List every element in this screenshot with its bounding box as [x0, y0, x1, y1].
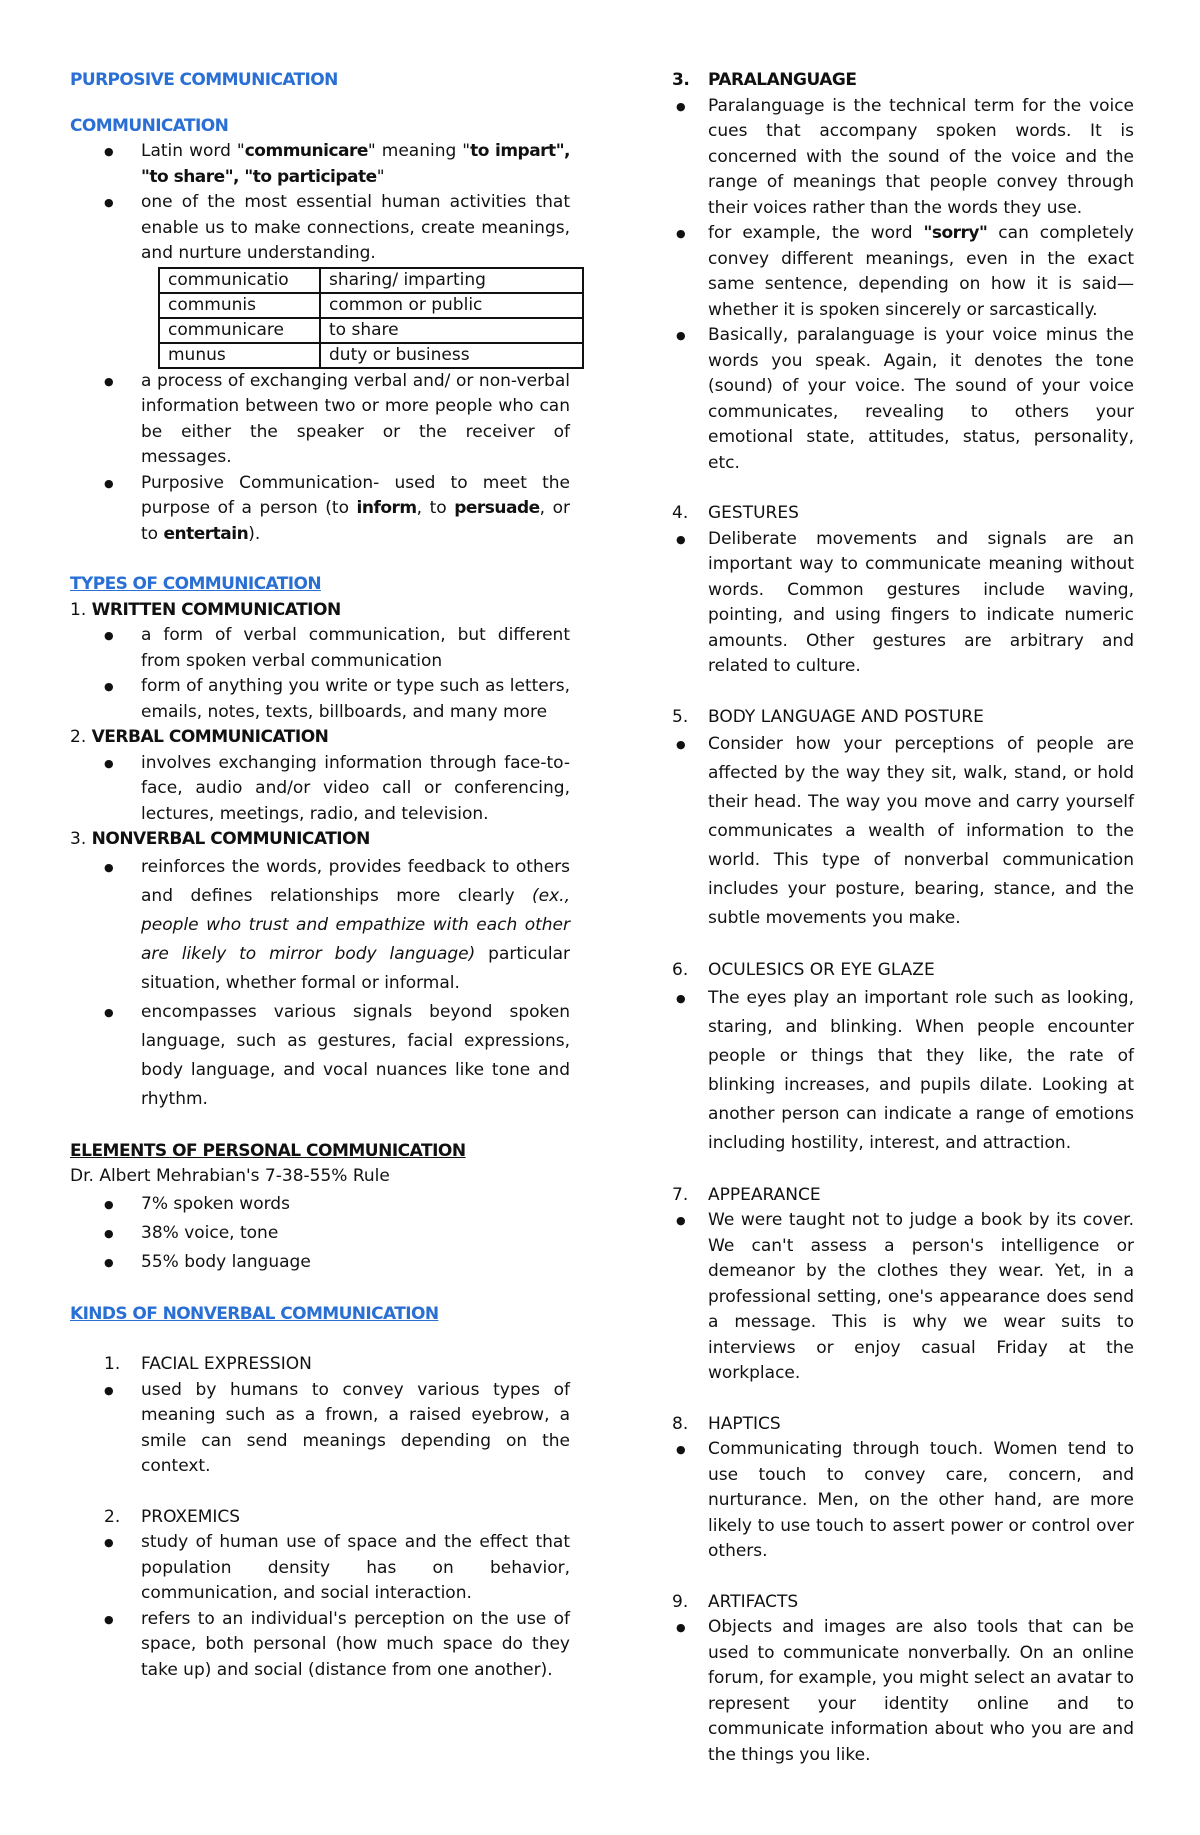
table-row: communicatio sharing/ imparting — [159, 268, 583, 293]
artifacts-list — [672, 1615, 1134, 1768]
verbal-list — [70, 751, 570, 828]
type-verbal: 2. VERBAL COMMUNICATION — [70, 727, 329, 747]
right-column — [672, 68, 1134, 1768]
kind-body-language: 5. BODY LANGUAGE AND POSTURE — [672, 706, 984, 727]
types-heading: TYPES OF COMMUNICATION — [70, 574, 321, 594]
kind-haptics: 8. HAPTICS — [672, 1413, 781, 1434]
proxemics-list — [70, 1530, 570, 1683]
type-written: 1. WRITTEN COMMUNICATION — [70, 599, 341, 620]
kind-oculesics: 6. OCULESICS OR EYE GLAZE — [672, 960, 935, 980]
list-item: ● a process of exchanging verbal and/ or non-verbal information between two or more people who can be either the speaker or the receiver of messages. — [70, 369, 570, 471]
appearance-list — [672, 1208, 1134, 1387]
kind-artifacts: 9. ARTIFACTS — [672, 1591, 799, 1612]
type-nonverbal: 3. NONVERBAL COMMUNICATION — [70, 829, 370, 849]
communication-list — [70, 139, 570, 267]
table-row: communis common or public — [159, 293, 583, 318]
list-item: ● study of human use of space and the effect that population density has on behavior, communication, and social interaction. — [70, 1530, 570, 1607]
written-list — [70, 623, 570, 725]
list-item: ● Deliberate movements and signals are an important way to communicate meaning without words. Common gestures include waving, pointing, and using fingers to indicate numeric amounts. Other gestures are arbitrary and related to culture. — [672, 527, 1134, 680]
list-item: ● Latin word "communicare" meaning "to impart", "to share", "to participate" — [70, 139, 570, 190]
list-item: ● 38% voice, tone — [70, 1219, 570, 1248]
left-column — [70, 68, 570, 1683]
list-item: ● Objects and images are also tools that can be used to communicate nonverbally. On an online forum, for example, you might select an avatar to represent your identity online and to communicate information about who you are and the things you like. — [672, 1615, 1134, 1768]
list-item: ● refers to an individual's perception on the use of space, both personal (how much space do they take up) and social (distance from one another). — [70, 1607, 570, 1684]
list-item: ● form of anything you write or type such as letters, emails, notes, texts, billboards, and many more — [70, 674, 570, 725]
list-item: ● Paralanguage is the technical term for the voice cues that accompany spoken words. It is concerned with the sound of the voice and the range of meanings that people convey through their voices rather than the words they use. — [672, 94, 1134, 222]
list-item: ● Consider how your perceptions of people are affected by the way they sit, walk, stand, or hold their head. The way you move and carry yourself communicates a wealth of information to the world. This type of nonverbal communication includes your posture, bearing, stance, and the subtle movements you make. — [672, 730, 1134, 933]
nonverbal-list — [70, 853, 570, 1114]
table-row: munus duty or business — [159, 343, 583, 368]
list-item: ● Purposive Communication- used to meet the purpose of a person (to inform, to persuade, or to entertain). — [70, 471, 570, 548]
list-item: ● Communicating through touch. Women tend to use touch to convey care, concern, and nurturance. Men, on the other hand, are more likely to use touch to assert power or control over others. — [672, 1437, 1134, 1565]
elements-heading: ELEMENTS OF PERSONAL COMMUNICATION — [70, 1140, 466, 1161]
list-item: ● reinforces the words, provides feedback to others and defines relationships more clearly (ex., people who trust and empathize with each other are likely to mirror body language) particular situation, whether formal or informal. — [70, 853, 570, 998]
list-item: ● Basically, paralanguage is your voice minus the words you speak. Again, it denotes the tone (sound) of your voice. The sound of your voice communicates, revealing to others your emotional state, attitudes, status, personality, etc. — [672, 323, 1134, 476]
list-item: ● involves exchanging information through face-to-face, audio and/or video call or conferencing, lectures, meetings, radio, and television. — [70, 751, 570, 828]
list-item: ● for example, the word "sorry" can completely convey different meanings, even in the exact same sentence, depending on how it is said—whether it is spoken sincerely or sarcastically. — [672, 221, 1134, 323]
communication-heading: COMMUNICATION — [70, 115, 229, 136]
list-item: ● The eyes play an important role such as looking, staring, and blinking. When people encounter people or things that they like, the rate of blinking increases, and pupils dilate. Looking at another person can indicate a range of emotions including hostility, interest, and attraction. — [672, 984, 1134, 1158]
haptics-list — [672, 1437, 1134, 1565]
oculesics-list — [672, 984, 1134, 1158]
kinds-heading: KINDS OF NONVERBAL COMMUNICATION — [70, 1303, 439, 1324]
facial-list — [70, 1378, 570, 1480]
etymology-table — [158, 267, 584, 369]
list-item: ● encompasses various signals beyond spoken language, such as gestures, facial expressions, body language, and vocal nuances like tone and rhythm. — [70, 998, 570, 1114]
list-item: ● 7% spoken words — [70, 1190, 570, 1219]
elements-list — [70, 1190, 570, 1277]
list-item: ● used by humans to convey various types of meaning such as a frown, a raised eyebrow, a smile can send meanings depending on the context. — [70, 1378, 570, 1480]
list-item: ● 55% body language — [70, 1248, 570, 1277]
kind-appearance: 7. APPEARANCE — [672, 1184, 821, 1205]
kind-facial: 1. FACIAL EXPRESSION — [104, 1354, 312, 1374]
list-item: ● a form of verbal communication, but different from spoken verbal communication — [70, 623, 570, 674]
document-title: PURPOSIVE COMMUNICATION — [70, 70, 338, 90]
table-row: communicare to share — [159, 318, 583, 343]
paralanguage-list — [672, 94, 1134, 477]
gestures-list — [672, 527, 1134, 680]
list-item: ● We were taught not to judge a book by its cover. We can't assess a person's intelligence or demeanor by the clothes they wear. Yet, in a professional setting, one's appearance does send a message. This is why we wear suits to interviews or enjoy casual Friday at the workplace. — [672, 1208, 1134, 1387]
kind-gestures: 4. GESTURES — [672, 503, 799, 523]
kind-paralanguage: 3. PARALANGUAGE — [672, 70, 857, 90]
mehrabian-rule: Dr. Albert Mehrabian's 7-38-55% Rule — [70, 1166, 390, 1186]
kind-proxemics: 2. PROXEMICS — [104, 1506, 241, 1527]
body-language-list — [672, 730, 1134, 933]
communication-list-2 — [70, 369, 570, 548]
list-item: ● one of the most essential human activities that enable us to make connections, create meanings, and nurture understanding. — [70, 190, 570, 267]
